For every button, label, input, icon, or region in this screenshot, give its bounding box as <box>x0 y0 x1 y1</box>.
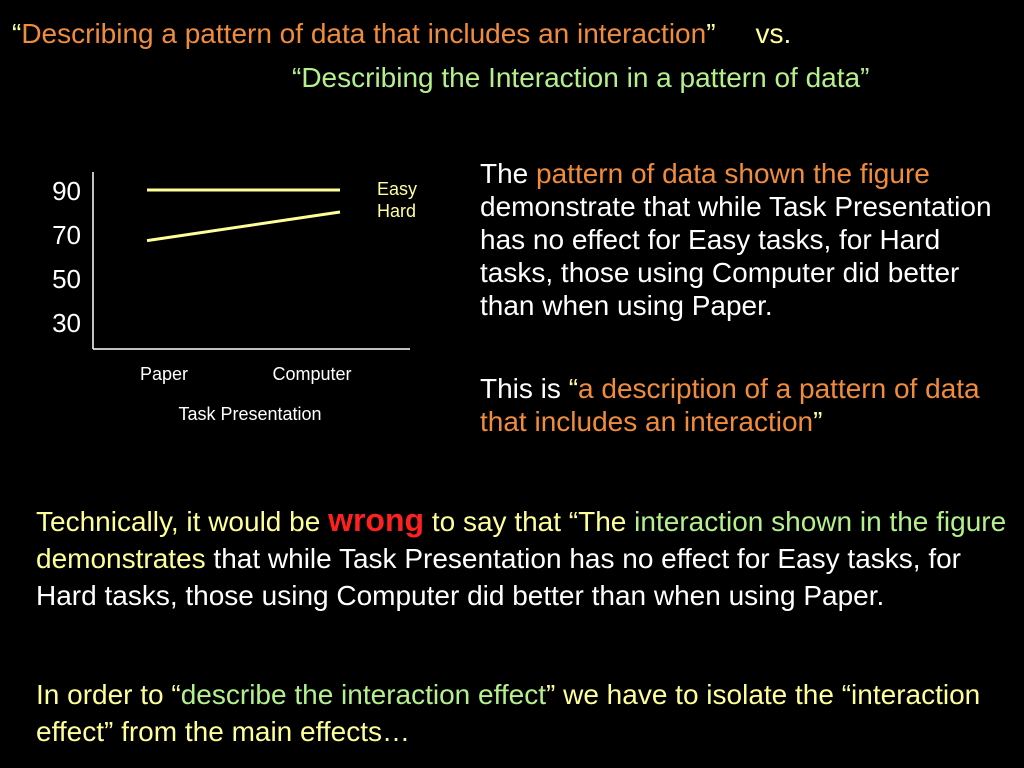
para4-part1: In order to “ <box>36 679 181 710</box>
title-line-1 <box>12 18 791 50</box>
title-vs: vs. <box>755 18 792 49</box>
para1-highlight: pattern of data shown the figure <box>536 158 930 189</box>
series-line-hard <box>147 212 340 241</box>
x-tick-label: Paper <box>139 364 189 384</box>
legend-label-hard: Hard <box>377 201 417 221</box>
paragraph-technically-wrong <box>36 502 1016 614</box>
paragraph-pattern-description <box>480 157 1020 322</box>
para2-highlight: a description of a pattern of data that includes an interaction <box>480 373 980 437</box>
para2-close-quote: ” <box>813 406 823 437</box>
y-tick-label: 50 <box>52 264 81 294</box>
y-tick-label: 70 <box>52 220 81 250</box>
legend-label-easy: Easy <box>377 179 418 199</box>
paragraph-this-is <box>480 372 1020 438</box>
series-lines <box>147 190 340 241</box>
para3-wrong: wrong <box>328 502 425 538</box>
x-axis-ticks <box>140 364 352 384</box>
para3-interaction-shown: interaction shown in the figure <box>634 506 1007 537</box>
para3-demonstrates: demonstrates <box>36 543 206 574</box>
chart-legend <box>377 179 417 221</box>
para3-rest: that while Task Presentation has no effect for Easy tasks, for Hard tasks, those using Computer did better than when using Paper. <box>36 543 961 611</box>
para4-part3: ” we have to isolate the “interaction effect” from the main effects… <box>36 679 981 747</box>
title-line-2: “Describing the Interaction in a pattern of data” <box>292 62 870 93</box>
para2-part1: This is <box>480 373 569 404</box>
title-open-quote: “ <box>12 18 22 49</box>
para4-highlight: describe the interaction effect <box>180 679 546 710</box>
y-axis-ticks <box>52 176 81 338</box>
paragraph-in-order-to <box>36 676 1016 750</box>
x-axis-label: Task Presentation <box>178 404 322 424</box>
y-tick-label: 30 <box>52 308 81 338</box>
para3-part1: Technically, it would be <box>36 506 329 537</box>
para3-part3: to say that “The <box>424 506 635 537</box>
y-tick-label: 90 <box>52 176 81 206</box>
title-main-text: Describing a pattern of data that includes an interaction <box>21 18 707 49</box>
para1-part1: The <box>480 158 537 189</box>
interaction-line-chart <box>0 150 460 440</box>
x-tick-label: Computer <box>272 364 352 384</box>
para1-part3: demonstrate that while Task Presentation has no effect for Easy tasks, for Hard tasks, those using Computer did better than when using Paper. <box>480 191 992 321</box>
para2-open-quote: “ <box>568 373 579 404</box>
title-close-quote: ” <box>706 18 716 49</box>
